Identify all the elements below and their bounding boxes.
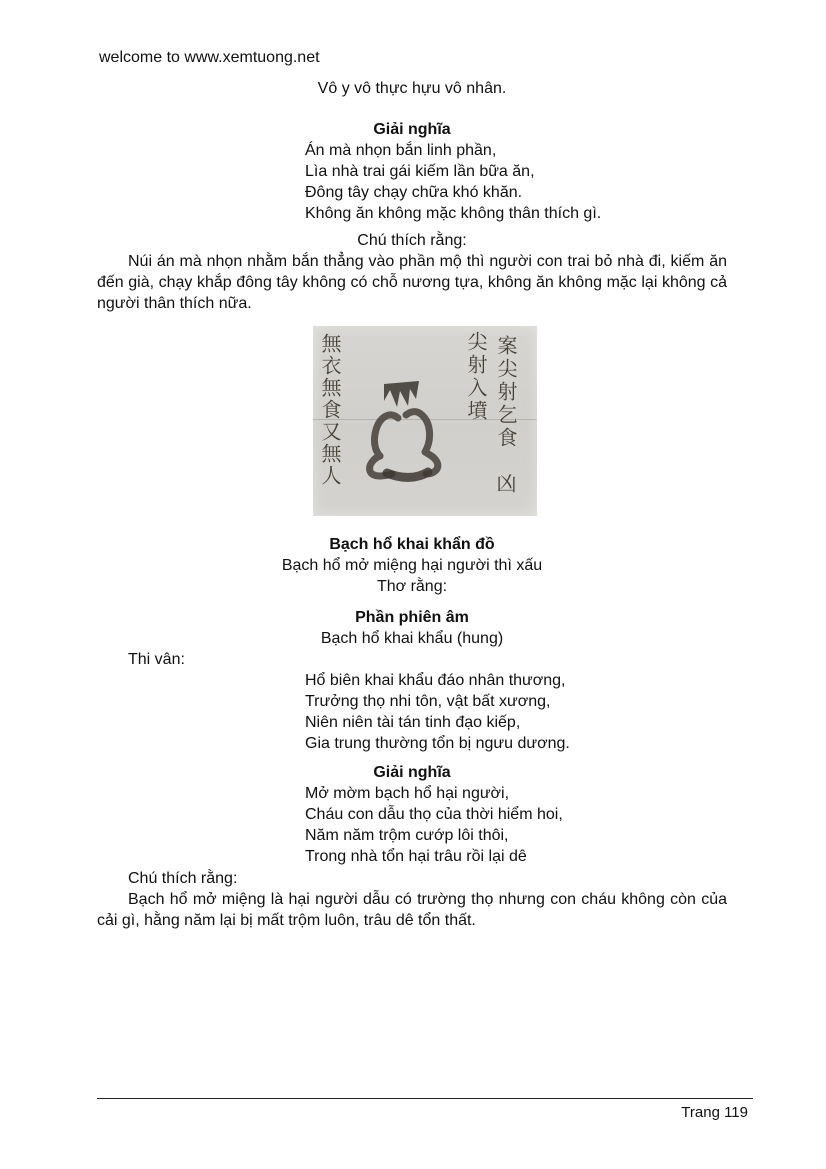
phien-am-heading: Phần phiên âm (355, 609, 469, 626)
poem-line: Hổ biên khai khẩu đáo nhân thương, (305, 672, 566, 689)
grave-outline-bottom-band (387, 472, 428, 477)
scanned-figure (313, 326, 537, 516)
section2-title: Bạch hổ khai khẩn đồ (329, 536, 495, 553)
figure-caption-right-outer: 案尖射乞食 (494, 335, 518, 450)
poem-line: Niên niên tài tán tinh đạo kiếp, (305, 714, 521, 731)
figure-caption-left: 無衣無食又無人 (318, 333, 342, 487)
poem-line: Không ăn không mặc không thân thích gì. (305, 205, 602, 222)
poem-line: Án mà nhọn bắn linh phần, (305, 142, 497, 159)
poem-line: Lìa nhà trai gái kiếm lần bữa ăn, (305, 163, 535, 180)
intro-verse: Vô y vô thực hựu vô nhân. (317, 80, 507, 97)
tho-rang-label: Thơ rằng: (376, 578, 448, 595)
poem-line: Đông tây chạy chữa khó khăn. (305, 184, 523, 201)
thi-van-label: Thi vân: (128, 651, 185, 668)
giai-nghia-heading: Giải nghĩa (373, 764, 451, 781)
grave-outline-left-arm (374, 415, 398, 456)
section2-poem (305, 670, 570, 754)
page-number: Trang 119 (681, 1104, 748, 1121)
poem-line: Cháu con dẫu thọ của thời hiểm hoi, (305, 806, 563, 823)
poem-line: Trưởng thọ nhi tôn, vật bất xương, (305, 693, 551, 710)
site-watermark: welcome to www.xemtuong.net (99, 49, 320, 66)
poem-line: Gia trung thường tổn bị ngưu dương. (305, 735, 570, 752)
section2-subtitle: Bạch hổ mở miệng hại người thì xấu (281, 557, 543, 574)
phien-am-line: Bạch hổ khai khẩu (hung) (320, 630, 504, 647)
grave-outline-right-side (406, 412, 438, 474)
figure-omen-glyph: 凶 (493, 473, 517, 493)
section1-poem (305, 140, 601, 224)
giai-nghia-poem (305, 783, 563, 867)
section2-note-paragraph: Bạch hổ mở miệng là hại người dẫu có trường thọ nhưng con cháu không còn của cải gì, hằng năm lại bị mất trộm luôn, trâu dê tổn thất. (97, 891, 727, 929)
section1-heading: Giải nghĩa (373, 121, 451, 138)
section2-note-label: Chú thích rằng: (128, 870, 238, 887)
section1-note-paragraph: Núi án mà nhọn nhằm bắn thẳng vào phần mộ thì người con trai bỏ nhà đi, kiếm ăn đến già, chạy khắp đông tây không có chỗ nương tựa, không ăn không mặc lại không cả người thân thích nữa. (97, 253, 727, 312)
grave-diagram (313, 326, 537, 516)
poem-line: Mở mờm bạch hổ hại người, (305, 785, 510, 802)
figure-caption-right-inner: 尖射入墳 (464, 331, 488, 423)
sharp-peak-shape (384, 381, 419, 407)
poem-line: Năm năm trộm cướp lôi thôi, (305, 827, 509, 844)
section1-note-label: Chú thích rằng: (357, 232, 467, 249)
poem-line: Trong nhà tổn hại trâu rồi lại dê (305, 848, 527, 865)
footer-divider (97, 1098, 753, 1099)
